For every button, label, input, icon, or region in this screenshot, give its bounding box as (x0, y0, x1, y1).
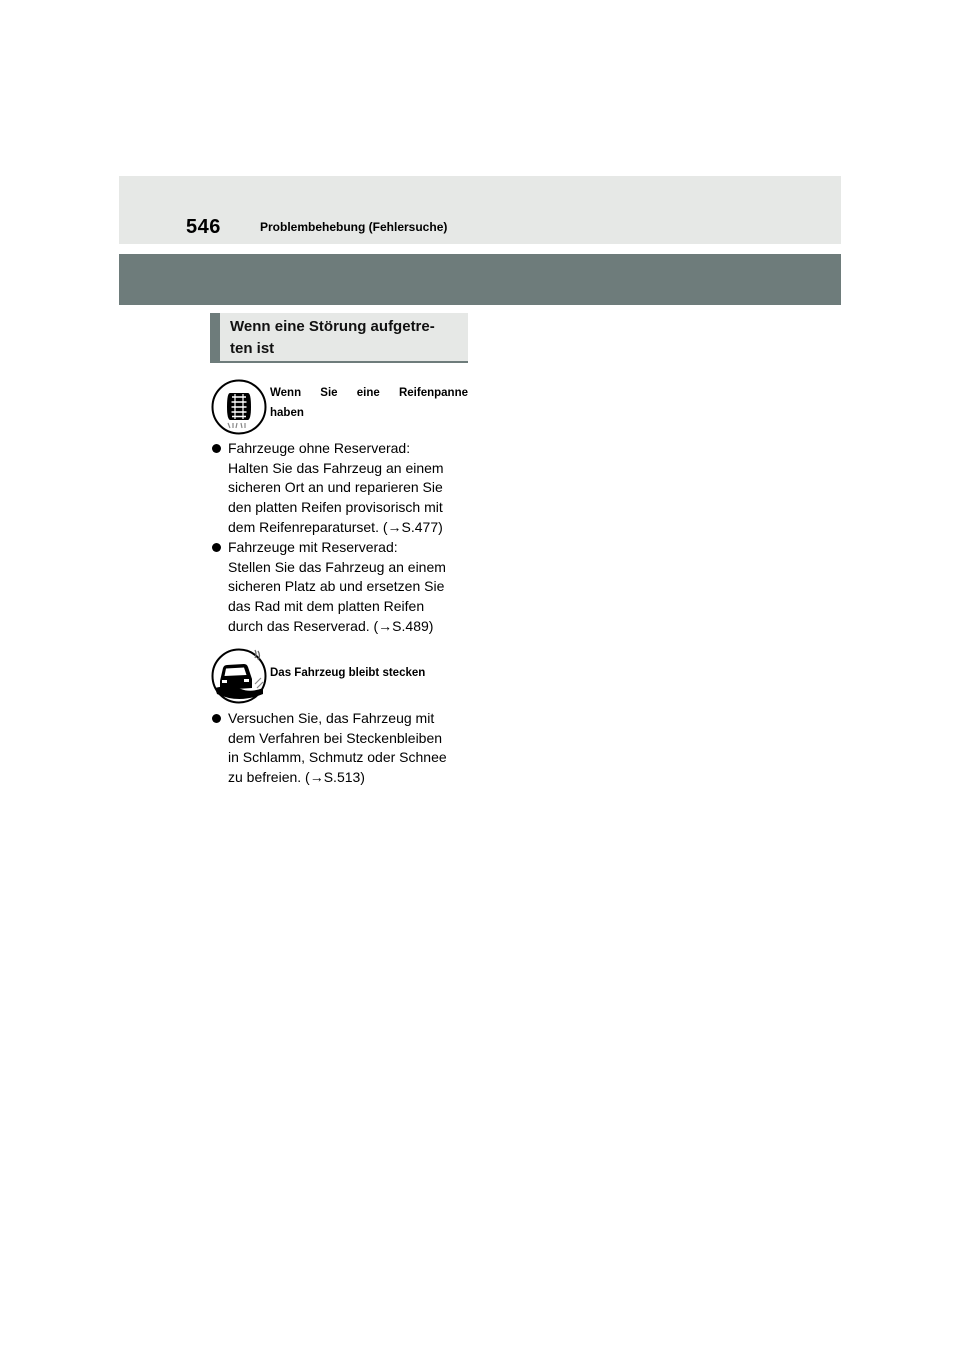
flat-tire-heading-line1: Wenn Sie eine Reifenpanne (270, 387, 468, 399)
bullet-dot (212, 444, 221, 453)
page-reference: zu befreien. (→S.513) (228, 769, 365, 786)
section-heading-box (210, 313, 468, 363)
section-title: Wenn eine Störung aufgetre- ten ist (230, 318, 435, 357)
page-number: 546 (186, 216, 221, 238)
bullet-item-no-spare: Fahrzeuge ohne Reserverad: Halten Sie das Fahrzeug an einem sicheren Ort an und reparieren Sie den platten Reifen provisorisch mit dem Reifenreparaturset. (→S.477) (212, 439, 472, 538)
page-header (119, 176, 841, 244)
bullet-item-stuck: Versuchen Sie, das Fahrzeug mit dem Verfahren bei Steckenbleiben in Schlamm, Schmutz oder Schnee zu befreien. (→S.513) (212, 709, 472, 788)
stuck-car-icon (211, 648, 267, 704)
bullet-item-with-spare: Fahrzeuge mit Reserverad: Stellen Sie das Fahrzeug an einem sicheren Platz ab und ersetzen Sie das Rad mit dem platten Reifen durch das Reserverad. (→S.489) (212, 538, 472, 637)
page-reference: durch das Reserverad. (→S.489) (228, 617, 434, 634)
stuck-heading: Das Fahrzeug bleibt stecken (270, 667, 426, 679)
bullet-dot (212, 714, 221, 723)
bullet-dot (212, 543, 221, 552)
flat-tire-icon (211, 379, 267, 435)
chapter-bar (119, 254, 841, 305)
page-reference: dem Reifenreparaturset. (→S.477) (228, 518, 443, 535)
flat-tire-heading: Wenn Sie eine Reifenpanne haben (270, 383, 468, 423)
running-title: Problembehebung (Fehlersuche) (260, 220, 448, 234)
